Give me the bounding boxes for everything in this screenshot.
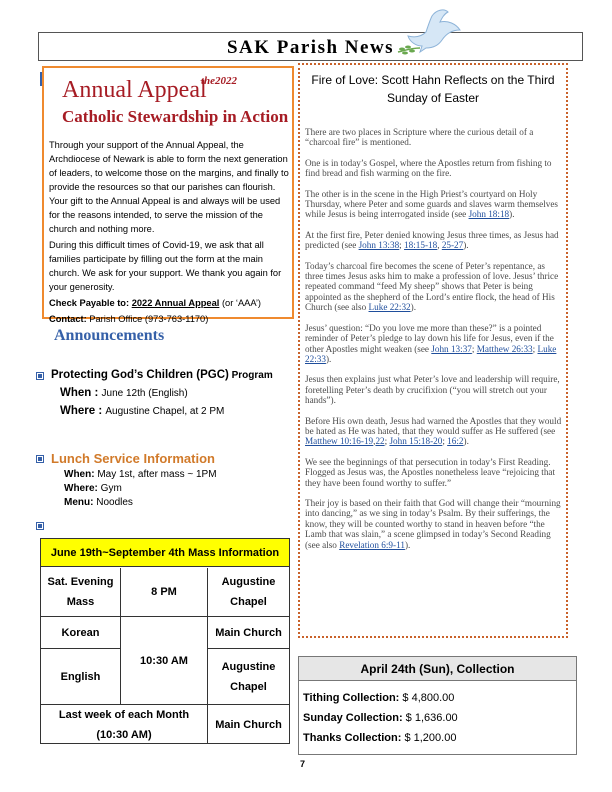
table-cell: Augustine Chapel [221, 576, 276, 608]
text: ). [463, 240, 469, 251]
text: ; [532, 343, 538, 354]
reflection-paragraph [305, 261, 563, 313]
text: , [373, 436, 376, 447]
newsletter-title: SAK Parish News [226, 37, 395, 58]
table-cell: Augustine Chapel [221, 660, 276, 693]
announcements-heading: Announcements [54, 327, 165, 344]
scripture-link[interactable]: Revelation 6:9-11 [339, 539, 405, 550]
bullet-icon [36, 455, 44, 463]
appeal-paragraph: During this difficult times of Covid-19, we ask that all families participate by filling out the form at the main church. We ask for your support. We thank you again for your generosity. [49, 240, 282, 292]
sunday-line [303, 712, 458, 724]
scripture-link[interactable]: Matthew 26:33 [476, 343, 533, 354]
annual-appeal-box [42, 66, 294, 324]
lunch-menu [64, 497, 133, 508]
text: Their joy is based on their faith that God will change their “mourning into dancing,” as we sing in today’s Psalm. By their sufferings, the know, they will be counted worthy to stand in heaven before “the Lamb that was slain,” a scene glimpsed in today’s Second Reading (see also [305, 497, 561, 550]
pgc-title-suffix: Program [228, 370, 273, 381]
lunch-title: Lunch Service Information [51, 451, 215, 466]
bullet-icon [36, 372, 44, 380]
scripture-link[interactable]: Matthew 10:16-19 [305, 436, 374, 447]
text: ; [384, 436, 390, 447]
dove-icon [392, 8, 464, 60]
where-value: Augustine Chapel, at 2 PM [105, 406, 225, 417]
mass-table-header: June 19th~September 4th Mass Information [41, 539, 289, 567]
bullet-icon [36, 522, 44, 530]
table-cell: 8 PM [151, 586, 177, 598]
scripture-link[interactable]: 22 [375, 436, 385, 447]
table-cell: 10:30 AM [140, 654, 188, 667]
contact-value: Parish Office (973-763-1170) [86, 314, 209, 324]
table-cell: Last week of each Month (10:30 AM) [58, 709, 190, 741]
appeal-title: Annual Appeal [62, 77, 207, 103]
where-label: Where : [60, 405, 106, 417]
table-cell: Sat. Evening Mass [47, 576, 114, 608]
sunday-value: $ 1,636.00 [402, 712, 458, 724]
check-note: (or ‘AAA’) [219, 298, 262, 308]
text: ). [404, 539, 411, 550]
reflection-body [305, 127, 563, 560]
scripture-link[interactable]: 16:2 [447, 436, 464, 447]
text: , [437, 240, 442, 251]
reflection-paragraph: One is in today’s Gospel, where the Apostles return from fishing to find bread and fish warming on the fire. [305, 157, 552, 179]
thanks-label: Thanks Collection: [303, 732, 402, 744]
lunch-menu-label: Menu: [64, 497, 94, 508]
lunch-when-label: When: [64, 469, 95, 480]
text: Before His own death, Jesus had warned the Apostles that they would be hated as He was hated, that they would suffer as He suffered (see [305, 415, 562, 436]
pgc-title [51, 369, 273, 381]
lunch-menu-value: Noodles [93, 497, 133, 508]
pgc-when [60, 387, 188, 399]
reflection-paragraph: There are two places in Scripture where the curious detail of a “charcoal fire” is mentioned. [305, 127, 534, 148]
tithing-value: $ 4,800.00 [399, 692, 455, 704]
newsletter-header [38, 32, 583, 61]
reflection-paragraph: Jesus then explains just what Peter’s love and leadership will require, foretelling Peter’s death by crucifixion (“you will stretch out your hands”). [305, 374, 560, 406]
check-label: Check Payable to: [49, 298, 130, 308]
thanks-value: $ 1,200.00 [401, 732, 457, 744]
reflection-paragraph [305, 230, 563, 251]
text: ). [325, 353, 332, 364]
table-cell: Main Church [215, 626, 282, 639]
text: ). [509, 209, 515, 220]
lunch-where-label: Where: [64, 483, 98, 494]
pgc-title-text: Protecting God’s Children (PGC) [51, 369, 229, 381]
thanks-line [303, 732, 456, 744]
appeal-paragraph: Through your support of the Annual Appeal, the Archdiocese of Newark is able to form the next generation of leaders, to welcome those on the margins, and finally to provide the resources so that our parishes can flourish. Your gift to the Annual Appeal is and always will be used for the reasons intended, to serve the mission of the church and nothing more. [49, 140, 289, 234]
reflection-paragraph [305, 189, 563, 220]
appeal-subtitle: Catholic Stewardship in Action [62, 107, 289, 126]
when-value: June 12th (English) [101, 388, 188, 399]
reflection-paragraph [305, 416, 563, 447]
appeal-text [49, 138, 289, 328]
text: Jesus’ question: “Do you love me more than these?” is a pointed reminder of Peter’s pledge to lay down his life for Jesus, even if the other Apostles might weaken (see [305, 322, 554, 354]
scripture-link[interactable]: John 15:18-20 [389, 436, 443, 447]
page-number: 7 [300, 759, 306, 769]
appeal-contact-line [49, 312, 289, 326]
reflection-paragraph: We see the beginnings of that persecution in today’s First Reading. Flogged as Jesus was, the Apostles nonetheless leave “rejoicing that they have been found worthy to suffer.” [305, 456, 556, 488]
text: ; [471, 343, 477, 354]
scripture-link[interactable]: John 13:37 [431, 343, 472, 354]
reflection-title: Fire of Love: Scott Hahn Reflects on the Third Sunday of Easter [311, 73, 555, 105]
lunch-when [64, 469, 217, 480]
lunch-where-value: Gym [97, 483, 122, 494]
scripture-link[interactable]: 18:15-18 [404, 240, 438, 251]
text: Today’s charcoal fire becomes the scene of Peter’s repentance, as three times Jesus asks him to make a profession of love. Jesus’ thrice repeated command “feed My sheep” shows that Peter is being appointed as the shepherd of the Lord’s entire flock, the head of His Church (see also [305, 260, 559, 313]
lunch-where [64, 483, 122, 494]
check-value: 2022 Annual Appeal [131, 298, 220, 308]
lunch-when-value: May 1st, after mass ~ 1PM [94, 469, 217, 480]
table-cell: English [60, 670, 101, 683]
reflection-paragraph [305, 323, 563, 365]
text: At the first fire, Peter denied knowing Jesus three times, as Jesus had predicted (see [305, 229, 559, 251]
table-cell: Main Church [215, 719, 282, 731]
reflection-paragraph [305, 498, 563, 550]
when-label: When : [60, 387, 102, 399]
table-cell: Korean [61, 626, 100, 639]
text: ). [463, 436, 469, 447]
appeal-year: the2022 [201, 75, 238, 87]
pgc-where [60, 405, 224, 417]
scripture-link[interactable]: John 18:18 [468, 209, 510, 220]
collection-header: April 24th (Sun), Collection [299, 657, 576, 681]
text: ; [399, 240, 405, 251]
scripture-link[interactable]: John 13:38 [358, 240, 400, 251]
contact-label: Contact: [49, 314, 87, 324]
tithing-label: Tithing Collection: [303, 692, 400, 704]
text: The other is in the scene in the High Priest’s courtyard on Holy Thursday, where Peter and some guards and slaves warm themselves while Jesus is being interrogated inside (see [305, 188, 559, 220]
text: ). [410, 302, 416, 313]
appeal-check-line [49, 296, 289, 310]
sunday-label: Sunday Collection: [303, 712, 403, 724]
tithing-line [303, 692, 454, 704]
mass-info-table [40, 538, 290, 744]
scripture-link[interactable]: Luke 22:33 [305, 343, 557, 364]
text: ; [442, 436, 448, 447]
scripture-link[interactable]: 25-27 [441, 240, 464, 251]
collection-box [298, 656, 577, 755]
scripture-link[interactable]: Luke 22:32 [368, 302, 411, 313]
